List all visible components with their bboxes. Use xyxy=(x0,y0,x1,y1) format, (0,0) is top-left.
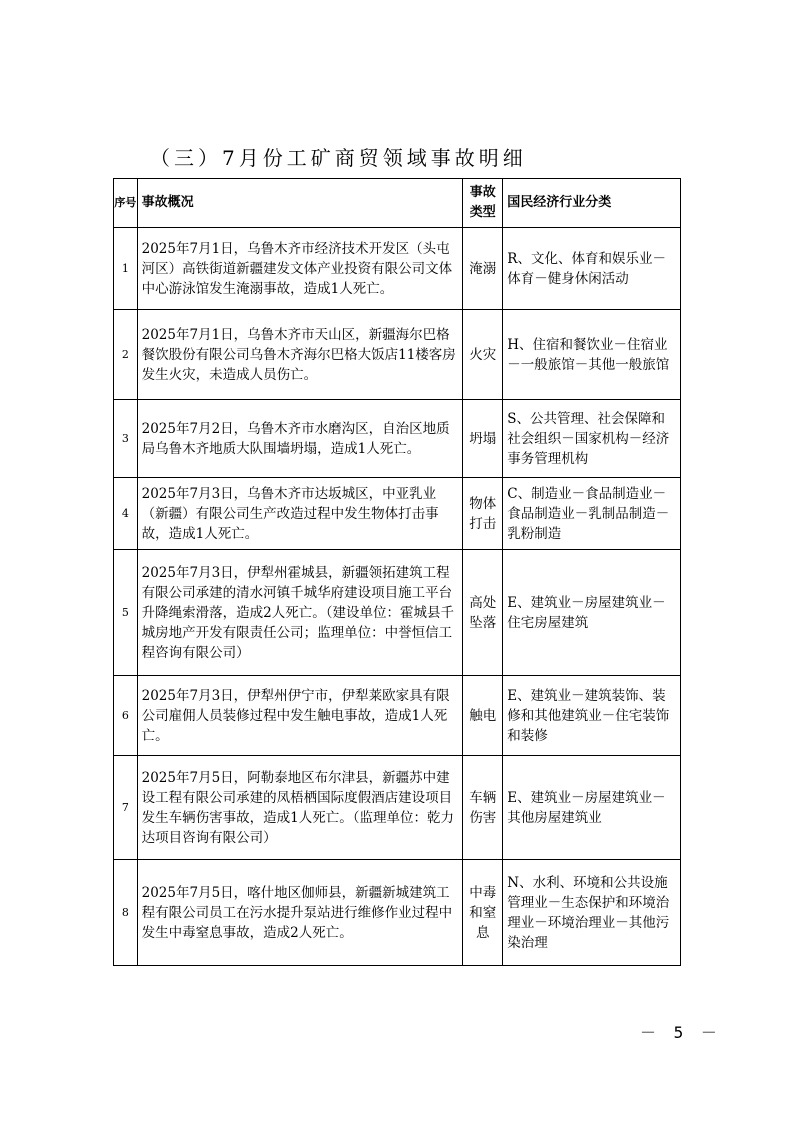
cell-industry: E、建筑业－房屋建筑业－其他房屋建筑业 xyxy=(503,756,681,860)
header-desc: 事故概况 xyxy=(137,179,463,228)
table-header-row xyxy=(114,179,681,228)
cell-type: 火灾 xyxy=(463,310,503,400)
table-row xyxy=(114,310,681,400)
cell-desc: 2025年7月3日，伊犁州霍城县，新疆领拓建筑工程有限公司承建的清水河镇千城华府建设项目施工平台升降绳索滑落，造成2人死亡。（建设单位：霍城县千城房地产开发有限责任公司；监理单位：中誉恒信工程咨询有限公司） xyxy=(137,550,463,676)
table-row xyxy=(114,550,681,676)
cell-no: 1 xyxy=(114,228,138,310)
cell-industry: S、公共管理、社会保障和社会组织－国家机构－经济事务管理机构 xyxy=(503,400,681,478)
cell-desc: 2025年7月1日，乌鲁木齐市经济技术开发区（头屯河区）高铁街道新疆建发文体产业投资有限公司文体中心游泳馆发生淹溺事故，造成1人死亡。 xyxy=(137,228,463,310)
page-number: － 5 － xyxy=(640,1023,721,1042)
cell-industry: C、制造业－食品制造业－食品制造业－乳制品制造－乳粉制造 xyxy=(503,478,681,550)
table-row xyxy=(114,400,681,478)
cell-type: 车辆伤害 xyxy=(463,756,503,860)
cell-desc: 2025年7月2日，乌鲁木齐市水磨沟区，自治区地质局乌鲁木齐地质大队围墙坍塌，造成1人死亡。 xyxy=(137,400,463,478)
cell-industry: H、住宿和餐饮业－住宿业－一般旅馆－其他一般旅馆 xyxy=(503,310,681,400)
cell-no: 3 xyxy=(114,400,138,478)
cell-industry: E、建筑业－房屋建筑业－住宅房屋建筑 xyxy=(503,550,681,676)
header-industry: 国民经济行业分类 xyxy=(503,179,681,228)
cell-desc: 2025年7月3日，伊犁州伊宁市，伊犁莱欧家具有限公司雇佣人员装修过程中发生触电事故，造成1人死亡。 xyxy=(137,676,463,756)
table-row xyxy=(114,676,681,756)
cell-type: 高处坠落 xyxy=(463,550,503,676)
cell-no: 2 xyxy=(114,310,138,400)
cell-type: 中毒和窒息 xyxy=(463,860,503,966)
cell-industry: E、建筑业－建筑装饰、装修和其他建筑业－住宅装饰和装修 xyxy=(503,676,681,756)
table-row xyxy=(114,756,681,860)
header-type: 事故类型 xyxy=(463,179,503,228)
cell-desc: 2025年7月1日，乌鲁木齐市天山区，新疆海尔巴格餐饮股份有限公司乌鲁木齐海尔巴格大饭店11楼客房发生火灾，未造成人员伤亡。 xyxy=(137,310,463,400)
cell-no: 8 xyxy=(114,860,138,966)
cell-type: 坍塌 xyxy=(463,400,503,478)
cell-industry: N、水利、环境和公共设施管理业－生态保护和环境治理业－环境治理业－其他污染治理 xyxy=(503,860,681,966)
cell-no: 4 xyxy=(114,478,138,550)
cell-desc: 2025年7月3日，乌鲁木齐市达坂城区，中亚乳业（新疆）有限公司生产改造过程中发生物体打击事故，造成1人死亡。 xyxy=(137,478,463,550)
table-row xyxy=(114,478,681,550)
cell-type: 物体打击 xyxy=(463,478,503,550)
cell-type: 触电 xyxy=(463,676,503,756)
header-no: 序号 xyxy=(114,179,138,228)
cell-type: 淹溺 xyxy=(463,228,503,310)
table-row xyxy=(114,228,681,310)
cell-no: 5 xyxy=(114,550,138,676)
cell-desc: 2025年7月5日，阿勒泰地区布尔津县，新疆苏中建设工程有限公司承建的凤梧栖国际度假酒店建设项目发生车辆伤害事故，造成1人死亡。（监理单位：乾力达项目咨询有限公司） xyxy=(137,756,463,860)
section-title: （三）7月份工矿商贸领域事故明细 xyxy=(150,146,527,170)
cell-no: 7 xyxy=(114,756,138,860)
accident-table xyxy=(113,178,681,966)
table-row xyxy=(114,860,681,966)
cell-desc: 2025年7月5日，喀什地区伽师县，新疆新城建筑工程有限公司员工在污水提升泵站进行维修作业过程中发生中毒窒息事故，造成2人死亡。 xyxy=(137,860,463,966)
cell-industry: R、文化、体育和娱乐业－体育－健身休闲活动 xyxy=(503,228,681,310)
cell-no: 6 xyxy=(114,676,138,756)
